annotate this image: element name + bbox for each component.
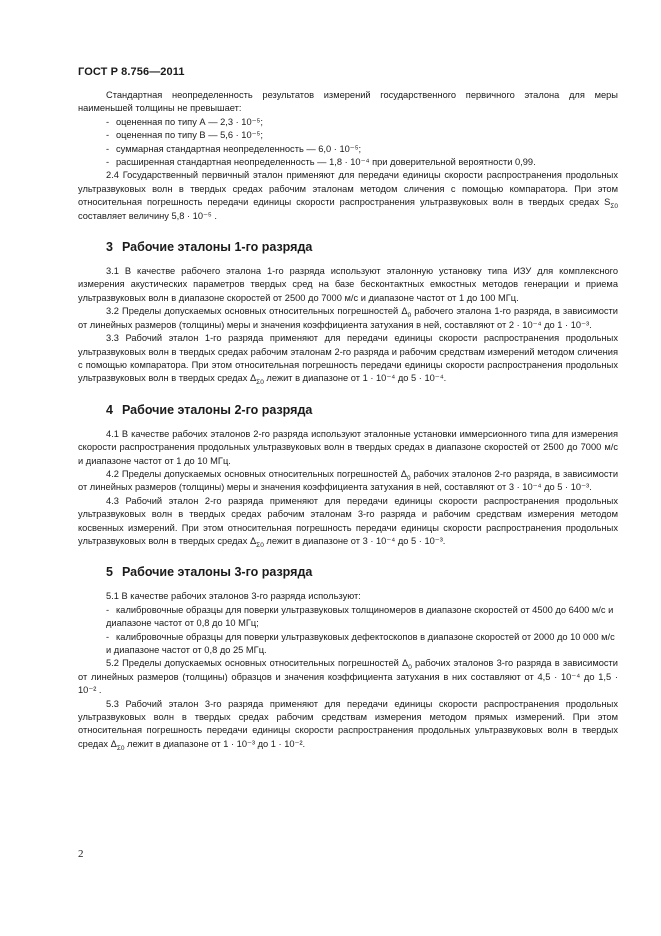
paragraph-3-3: 3.3 Рабочий эталон 1-го разряда применяют для передачи единицы скорости распространения продольных ультразвуковых волн в твердых средах рабочим эталонам 2-го разряда и рабочим средствам измерений методом сличения с помощью компаратора. При этом относительная погрешность передачи единицы скорости распространения продольных ультразвуковых волн в твердых средах $\Delta_{\Sigma 0}$ лежит в диапазоне от 1 · 10⁻⁴ до 5 · 10⁻⁴.: [78, 333, 618, 387]
section-heading-4: 4 Рабочие эталоны 2-го разряда: [106, 402, 313, 417]
list-item: - оцененная по типу В — 5,6 · 10⁻⁵;: [106, 130, 263, 141]
paragraph-3-1: 3.1 В качестве рабочего эталона 1-го разряда используют эталонную установку типа ИЗУ для комплексного измерения акустических параметров твердых сред на базе бесконтактных емкостных методов генерации и приема ультразвуковых волн в диапазоне скоростей от 2500 до 7000 м/с и диапазоне частот от 1 до 100 МГц.: [78, 266, 618, 303]
paragraph-5-3: 5.3 Рабочий эталон 3-го разряда применяют для передачи единицы скорости распространения продольных ультразвуковых волн в твердых средах рабочим средствам измерения методом прямых измерений. При этом относительная погрешность передачи единицы скорости распространения продольных ультразвуковых волн в твердых средах $\Delta_{\Sigma 0}$ лежит в диапазоне от 1 · 10⁻³ до 1 · 10⁻².: [78, 698, 618, 752]
paragraph-4-3: 4.3 Рабочий эталон 2-го разряда применяют для передачи единицы скорости распространения продольных ультразвуковых волн в твердых средах рабочим эталонам 3-го разряда и рабочим средствам измерения методом косвенных измерений. При этом относительная погрешность передачи единицы скорости распространения продольных ультразвуковых волн в твердых средах $\Delta_{\Sigma 0}$ лежит в диапазоне от 3 · 10⁻⁴ до 5 · 10⁻³.: [78, 495, 618, 549]
paragraph-5-1: 5.1 В качестве рабочих эталонов 3-го разряда используют:: [106, 591, 361, 602]
paragraph-2-4: 2.4 Государственный первичный эталон применяют для передачи единицы скорости распространения продольных ультразвуковых волн в твердых средах рабочим эталонам методом сличения с помощью компаратора. При этом относительная погрешность передачи единицы скорости распространения ультразвуковых волн в твердых средах $S_{\Sigma 0}$ составляет величину 5,8 · 10⁻⁵ .: [78, 170, 618, 221]
paragraph-4-1: 4.1 В качестве рабочих эталонов 2-го разряда используют эталонные установки иммерсионного типа для измерения скорости распространения продольных ультразвуковых волн в твердых средах в диапазоне скоростей от 2500 до 7000 м/с и диапазоне частот от 1 до 10 МГц.: [78, 428, 618, 466]
document-body: [78, 89, 618, 751]
list-item: - расширенная стандартная неопределенность — 1,8 · 10⁻⁴ при доверительной вероятности 0,99.: [106, 157, 536, 168]
list-item: - калибровочные образцы для поверки ультразвуковых толщиномеров в диапазоне скоростей от 4500 до 6400 м/с и диапазоне частот от 0,8 до 10 МГц;: [106, 604, 614, 629]
paragraph-3-2: 3.2 Пределы допускаемых основных относительных погрешностей $\Delta_0$ рабочего эталона 1-го разряда, в зависимости от линейных размеров (толщины) меры и значения коэффициента затухания в ней, составляют от 2 · 10⁻⁴ до 1 · 10⁻³.: [78, 306, 619, 330]
section-heading-5: 5 Рабочие эталоны 3-го разряда: [106, 565, 313, 580]
paragraph-4-2: 4.2 Пределы допускаемых основных относительных погрешностей $\Delta_0$ рабочих эталонов 2-го разряда, в зависимости от линейных размеров (толщины) меры и значения коэффициента затухания в ней, составляют от 3 · 10⁻⁴ до 5 · 10⁻³.: [78, 468, 619, 493]
list-item: - оцененная по типу А — 2,3 · 10⁻⁵;: [106, 116, 263, 127]
list-item: - калибровочные образцы для поверки ультразвуковых дефектоскопов в диапазоне скоростей от 2000 до 10 000 м/с и диапазоне частот от 0,8 до 25 МГц.: [106, 631, 615, 655]
page-number: 2: [78, 848, 84, 860]
paragraph-5-2: 5.2 Пределы допускаемых основных относительных погрешностей $\Delta_0$ рабочих эталонов 3-го разряда в зависимости от линейных размеров (толщины) образцов и значения коэффициента затухания в них составляют от 4,5 · 10⁻⁴ до 1,5 · 10⁻² .: [78, 658, 618, 696]
list-item: - суммарная стандартная неопределенность — 6,0 · 10⁻⁵;: [106, 143, 362, 154]
paragraph: Стандартная неопределенность результатов измерений государственного первичного эталона для меры наименьшей толщины не превышает:: [78, 90, 618, 114]
standard-header: ГОСТ Р 8.756—2011: [78, 66, 185, 78]
section-heading-3: 3 Рабочие эталоны 1-го разряда: [106, 240, 313, 255]
